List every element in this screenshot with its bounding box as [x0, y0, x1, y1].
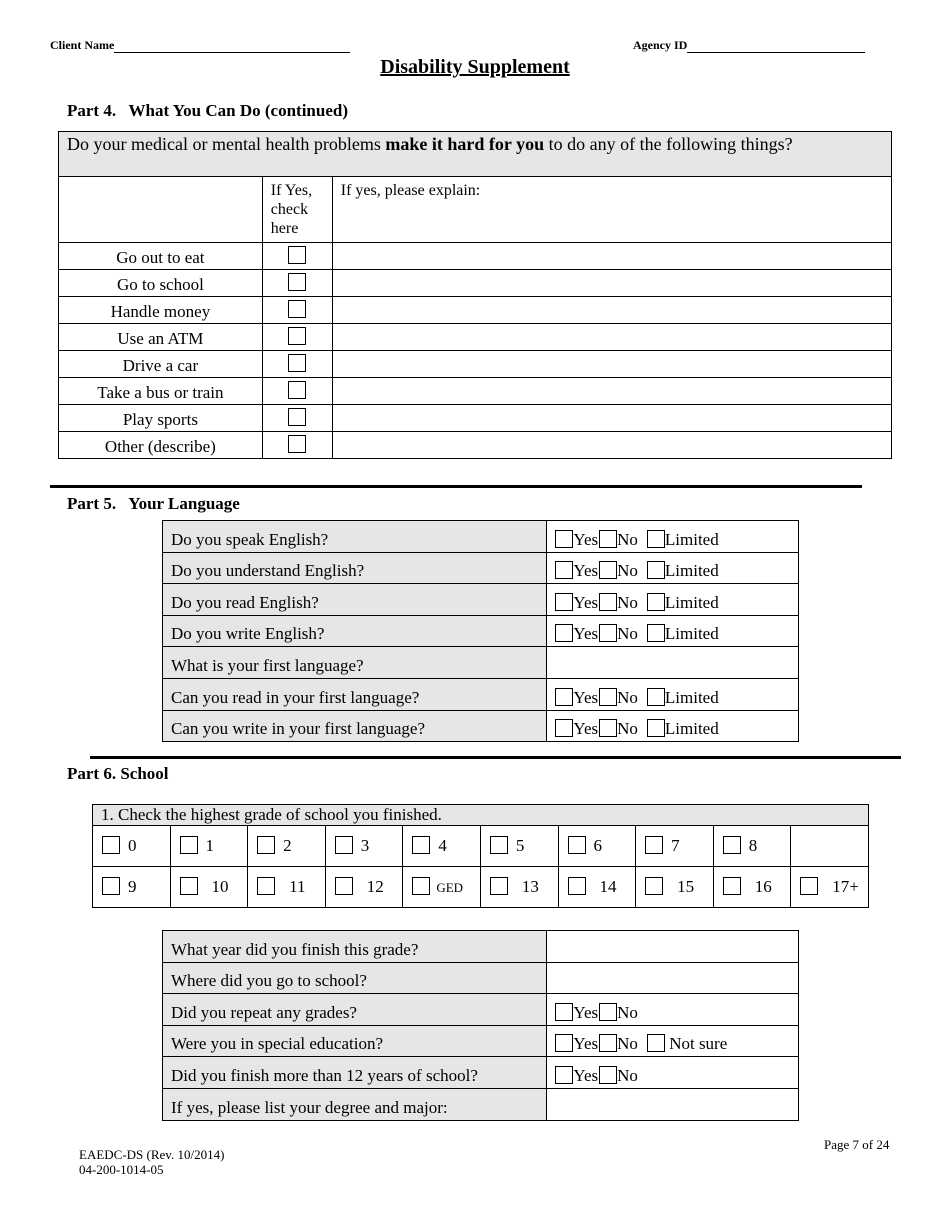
grade-option	[248, 826, 326, 867]
no-label: No	[617, 1065, 638, 1085]
not-sure-label: Not sure	[669, 1034, 728, 1054]
grade-checkbox[interactable]	[412, 836, 430, 854]
grade-option	[636, 826, 714, 867]
grade-checkbox[interactable]	[257, 877, 275, 895]
grade-option	[93, 867, 171, 908]
yes-label: Yes	[573, 719, 599, 739]
grade-checkbox[interactable]	[723, 836, 741, 854]
grade-label: 8	[748, 836, 758, 855]
grade-label: 17+	[832, 877, 859, 896]
yes-label: Yes	[573, 687, 599, 707]
grade-label: 10	[211, 877, 229, 896]
check-header: If Yes, check here	[262, 177, 332, 243]
grade-label: 15	[677, 877, 695, 896]
grade-checkbox[interactable]	[723, 877, 741, 895]
form-number: 04-200-1014-05	[79, 1162, 164, 1177]
school-question-row	[163, 1057, 799, 1089]
language-question: Do you read English?	[163, 584, 547, 616]
limited-label: Limited	[664, 687, 719, 707]
grade-option	[558, 826, 636, 867]
grade-checkbox[interactable]	[490, 877, 508, 895]
activity-label: Take a bus or train	[59, 378, 263, 405]
language-question: Can you read in your first language?	[163, 678, 547, 710]
activity-explain-field[interactable]	[332, 351, 891, 378]
part6-title: Part 6. School	[67, 764, 169, 783]
activity-check-cell	[262, 351, 332, 378]
page-number: Page 7 of 24	[824, 1137, 890, 1152]
activity-row	[59, 378, 892, 405]
activity-label: Handle money	[59, 297, 263, 324]
no-label: No	[617, 1002, 638, 1022]
yes-checkbox[interactable]	[555, 719, 573, 737]
yes-label: Yes	[573, 624, 599, 644]
activity-check-cell	[262, 324, 332, 351]
form-id: EAEDC-DS (Rev. 10/2014)	[79, 1147, 225, 1162]
activity-row	[59, 432, 892, 459]
yes-checkbox[interactable]	[555, 1003, 573, 1021]
activity-label: Go out to eat	[59, 243, 263, 270]
language-answer-options	[547, 710, 799, 742]
yes-checkbox[interactable]	[555, 1034, 573, 1052]
grade-option	[791, 867, 869, 908]
yes-label: Yes	[573, 592, 599, 612]
activity-checkbox[interactable]	[288, 327, 306, 345]
grade-checkbox[interactable]	[335, 836, 353, 854]
yes-label: Yes	[573, 561, 599, 581]
first-language-input[interactable]	[547, 647, 799, 679]
agency-id-input[interactable]	[687, 42, 865, 53]
part5-title: Part 5. Your Language	[67, 494, 240, 513]
grade-label: 11	[289, 877, 306, 896]
limited-checkbox[interactable]	[647, 593, 665, 611]
language-question-row	[163, 521, 799, 553]
activity-check-cell	[262, 405, 332, 432]
part5-language-table	[162, 520, 799, 742]
grade-question: 1. Check the highest grade of school you finished.	[93, 805, 869, 826]
activity-explain-field[interactable]	[332, 243, 891, 270]
activity-check-cell	[262, 378, 332, 405]
part4-question: Do your medical or mental health problems make it hard for you to do any of the following things?	[59, 132, 892, 177]
agency-id-field	[633, 38, 865, 53]
school-question-row	[163, 994, 799, 1026]
activity-row	[59, 297, 892, 324]
grade-option	[170, 826, 248, 867]
grade-checkbox[interactable]	[180, 836, 198, 854]
activity-label: Drive a car	[59, 351, 263, 378]
activity-row	[59, 351, 892, 378]
school-question: If yes, please list your degree and major:	[163, 1088, 547, 1120]
grade-checkbox[interactable]	[645, 877, 663, 895]
grade-checkbox[interactable]	[102, 877, 120, 895]
limited-checkbox[interactable]	[647, 561, 665, 579]
grade-checkbox[interactable]	[180, 877, 198, 895]
grade-label: 5	[515, 836, 525, 855]
yes-checkbox[interactable]	[555, 530, 573, 548]
yes-checkbox[interactable]	[555, 624, 573, 642]
grade-label: GED	[436, 880, 464, 895]
grade-option	[636, 867, 714, 908]
language-question-row	[163, 584, 799, 616]
activity-label: Use an ATM	[59, 324, 263, 351]
grade-option	[325, 867, 403, 908]
school-details-table	[162, 930, 799, 1121]
no-label: No	[617, 687, 638, 707]
grade-checkbox[interactable]	[335, 877, 353, 895]
grade-option	[170, 867, 248, 908]
school-question-row	[163, 1025, 799, 1057]
document-title: Disability Supplement	[380, 56, 570, 78]
finish-year-input[interactable]	[547, 931, 799, 963]
limited-checkbox[interactable]	[647, 719, 665, 737]
activity-checkbox[interactable]	[288, 408, 306, 426]
no-label: No	[617, 1034, 638, 1054]
limited-label: Limited	[664, 592, 719, 612]
language-question: Do you write English?	[163, 615, 547, 647]
school-location-input[interactable]	[547, 962, 799, 994]
explain-header: If yes, please explain:	[332, 177, 891, 243]
more-than-12-years-options	[547, 1057, 799, 1089]
grade-label: 14	[599, 877, 617, 896]
grade-label: 0	[128, 836, 137, 855]
language-answer-options	[547, 678, 799, 710]
no-checkbox[interactable]	[599, 688, 617, 706]
grade-option	[480, 867, 558, 908]
grade-checkbox[interactable]	[568, 836, 586, 854]
school-question-row	[163, 1088, 799, 1120]
language-question-row	[163, 710, 799, 742]
school-question: Were you in special education?	[163, 1025, 547, 1057]
grade-label: 3	[360, 836, 370, 855]
activity-explain-field[interactable]	[332, 405, 891, 432]
activity-explain-field[interactable]	[332, 297, 891, 324]
not-sure-checkbox[interactable]	[647, 1034, 665, 1052]
activity-check-cell	[262, 243, 332, 270]
activity-label: Other (describe)	[59, 432, 263, 459]
grade-label: 13	[521, 877, 539, 896]
activity-label: Go to school	[59, 270, 263, 297]
grade-option	[713, 867, 791, 908]
no-checkbox[interactable]	[599, 530, 617, 548]
no-label: No	[617, 719, 638, 739]
no-checkbox[interactable]	[599, 593, 617, 611]
language-question: Do you understand English?	[163, 552, 547, 584]
activity-checkbox[interactable]	[288, 300, 306, 318]
client-name-input[interactable]	[114, 42, 350, 53]
activity-explain-field[interactable]	[332, 270, 891, 297]
grade-checkbox[interactable]	[257, 836, 275, 854]
activity-row	[59, 405, 892, 432]
yes-checkbox[interactable]	[555, 593, 573, 611]
language-answer-options	[547, 584, 799, 616]
activity-explain-field[interactable]	[332, 324, 891, 351]
grade-option	[403, 867, 481, 908]
activity-checkbox[interactable]	[288, 354, 306, 372]
grade-option	[403, 826, 481, 867]
no-checkbox[interactable]	[599, 719, 617, 737]
school-question: Did you finish more than 12 years of school?	[163, 1057, 547, 1089]
activity-explain-field[interactable]	[332, 378, 891, 405]
grade-option	[248, 867, 326, 908]
language-answer-options	[547, 521, 799, 553]
activity-check-cell	[262, 432, 332, 459]
grade-label: 2	[283, 836, 292, 855]
repeat-grades-options	[547, 994, 799, 1026]
yes-label: Yes	[573, 1034, 599, 1054]
limited-checkbox[interactable]	[647, 530, 665, 548]
section-divider	[50, 485, 862, 488]
no-label: No	[617, 624, 638, 644]
limited-label: Limited	[664, 561, 719, 581]
limited-label: Limited	[664, 719, 719, 739]
activity-row	[59, 270, 892, 297]
school-question: Did you repeat any grades?	[163, 994, 547, 1026]
grade-label: 9	[128, 877, 137, 896]
no-checkbox[interactable]	[599, 624, 617, 642]
section-divider	[90, 756, 901, 759]
degree-major-input[interactable]	[547, 1088, 799, 1120]
yes-checkbox[interactable]	[555, 688, 573, 706]
language-question-row	[163, 615, 799, 647]
school-question: What year did you finish this grade?	[163, 931, 547, 963]
grade-checkbox[interactable]	[568, 877, 586, 895]
grade-checkbox[interactable]	[102, 836, 120, 854]
activity-explain-field[interactable]	[332, 432, 891, 459]
no-checkbox[interactable]	[599, 1066, 617, 1084]
activity-row	[59, 324, 892, 351]
yes-checkbox[interactable]	[555, 561, 573, 579]
part4-blank-header	[59, 177, 263, 243]
grade-label: 6	[593, 836, 603, 855]
grade-empty-cell	[791, 826, 869, 867]
activity-row	[59, 243, 892, 270]
yes-label: Yes	[573, 1065, 599, 1085]
grade-option	[93, 826, 171, 867]
agency-id-label: Agency ID	[633, 38, 688, 52]
school-question-row	[163, 931, 799, 963]
grade-option	[558, 867, 636, 908]
no-label: No	[617, 529, 638, 549]
no-label: No	[617, 561, 638, 581]
language-answer-options	[547, 552, 799, 584]
grade-option	[480, 826, 558, 867]
activity-check-cell	[262, 297, 332, 324]
grade-label: 1	[205, 836, 215, 855]
activity-check-cell	[262, 270, 332, 297]
language-question-row	[163, 678, 799, 710]
school-question-row	[163, 962, 799, 994]
special-education-options	[547, 1025, 799, 1057]
grade-label: 12	[366, 877, 384, 896]
grade-checkbox[interactable]	[412, 877, 430, 895]
yes-checkbox[interactable]	[555, 1066, 573, 1084]
limited-checkbox[interactable]	[647, 624, 665, 642]
grade-label: 4	[438, 836, 447, 855]
limited-checkbox[interactable]	[647, 688, 665, 706]
language-question: What is your first language?	[163, 647, 547, 679]
part4-title: Part 4. What You Can Do (continued)	[67, 101, 348, 120]
activity-checkbox[interactable]	[288, 273, 306, 291]
client-name-label: Client Name	[50, 38, 115, 52]
client-name-field	[50, 38, 350, 53]
grade-checkbox[interactable]	[645, 836, 663, 854]
limited-label: Limited	[664, 529, 719, 549]
limited-label: Limited	[664, 624, 719, 644]
grade-checkbox[interactable]	[490, 836, 508, 854]
grade-table	[92, 804, 869, 908]
language-answer-options	[547, 615, 799, 647]
grade-checkbox[interactable]	[800, 877, 818, 895]
language-question-row	[163, 552, 799, 584]
no-checkbox[interactable]	[599, 1034, 617, 1052]
grade-label: 7	[671, 836, 680, 855]
language-question: Do you speak English?	[163, 521, 547, 553]
grade-option	[325, 826, 403, 867]
part4-activities-table	[58, 131, 892, 459]
activity-checkbox[interactable]	[288, 381, 306, 399]
language-question: Can you write in your first language?	[163, 710, 547, 742]
school-question: Where did you go to school?	[163, 962, 547, 994]
language-question-row	[163, 647, 799, 679]
grade-label: 16	[754, 877, 772, 896]
activity-checkbox[interactable]	[288, 435, 306, 453]
activity-checkbox[interactable]	[288, 246, 306, 264]
no-checkbox[interactable]	[599, 1003, 617, 1021]
yes-label: Yes	[573, 529, 599, 549]
yes-label: Yes	[573, 1002, 599, 1022]
no-label: No	[617, 592, 638, 612]
activity-label: Play sports	[59, 405, 263, 432]
grade-option	[713, 826, 791, 867]
no-checkbox[interactable]	[599, 561, 617, 579]
